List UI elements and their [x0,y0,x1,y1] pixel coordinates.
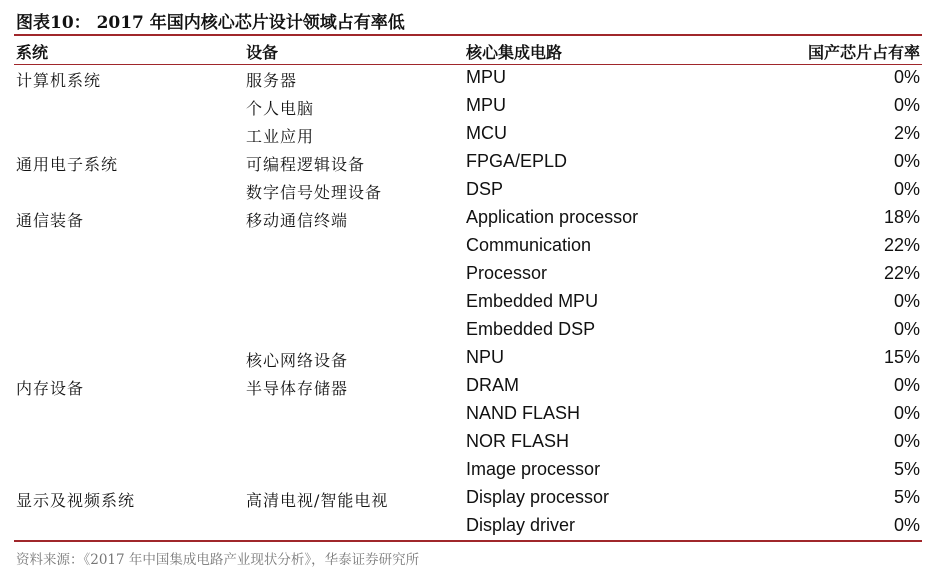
cell-chip: Image processor [466,459,601,479]
table-row [14,176,922,204]
cell-chip: NPU [466,347,505,367]
cell-device: 个人电脑 [246,99,315,118]
cell-share: 2% [893,123,920,143]
cell-share: 0% [893,515,920,535]
header-system: 系统 [16,43,49,62]
table-row [14,92,922,120]
table-row [14,400,922,428]
table-row [14,204,922,232]
cell-system: 通信装备 [16,211,85,230]
cell-chip: MPU [466,67,506,87]
cell-chip: Display driver [466,515,576,535]
cell-share: 0% [893,291,920,311]
cell-chip: NOR FLASH [466,431,570,451]
cell-share: 22% [883,263,920,283]
cell-share: 5% [893,459,920,479]
cell-chip: MPU [466,95,506,115]
table-row [14,512,922,540]
cell-system: 通用电子系统 [16,155,119,174]
cell-chip: Embedded MPU [466,291,599,311]
cell-device: 核心网络设备 [246,351,349,370]
cell-device: 高清电视/智能电视 [246,491,389,510]
cell-share: 0% [893,179,920,199]
cell-device: 半导体存储器 [246,379,349,398]
cell-chip: FPGA/EPLD [466,151,568,171]
cell-share: 0% [893,403,920,423]
cell-chip: MCU [466,123,507,143]
table-row [14,288,922,316]
cell-device: 可编程逻辑设备 [246,155,366,174]
cell-device: 移动通信终端 [246,211,349,230]
cell-system: 内存设备 [16,379,85,398]
cell-chip: NAND FLASH [466,403,581,423]
cell-device: 工业应用 [246,127,315,146]
cell-chip: Processor [466,263,548,283]
cell-share: 0% [893,431,920,451]
cell-device: 服务器 [246,71,298,90]
cell-share: 0% [893,151,920,171]
cell-system: 计算机系统 [16,71,102,90]
cell-share: 18% [883,207,920,227]
table-row [14,456,922,484]
table-row [14,260,922,288]
table-row [14,428,922,456]
table-row [14,148,922,176]
header-chip: 核心集成电路 [466,43,563,62]
table-row [14,316,922,344]
table-row [14,232,922,260]
cell-device: 数字信号处理设备 [246,183,383,202]
cell-chip: Communication [466,235,592,255]
cell-chip: DSP [466,179,504,199]
cell-chip: Application processor [466,207,639,227]
bottom-rule [14,540,922,542]
table-body [14,64,922,540]
table-row [14,484,922,512]
table-row [14,120,922,148]
cell-share: 15% [883,347,920,367]
cell-chip: DRAM [466,375,519,395]
table-row [14,344,922,372]
figure-title: 图表10： 2017 年国内核心芯片设计领域占有率低 [16,13,405,33]
cell-chip: Embedded DSP [466,319,596,339]
cell-share: 0% [893,95,920,115]
cell-system: 显示及视频系统 [16,491,136,510]
cell-share: 22% [883,235,920,255]
source-note: 资料来源：《2017 年中国集成电路产业现状分析》，华泰证券研究所 [16,552,420,568]
header-share: 国产芯片占有率 [807,43,920,62]
cell-share: 5% [893,487,920,507]
header-device: 设备 [246,43,279,62]
table-row [14,372,922,400]
cell-share: 0% [893,375,920,395]
table-row [14,64,922,92]
table-header [14,36,922,65]
cell-share: 0% [893,319,920,339]
cell-chip: Display processor [466,487,610,507]
cell-share: 0% [893,67,920,87]
